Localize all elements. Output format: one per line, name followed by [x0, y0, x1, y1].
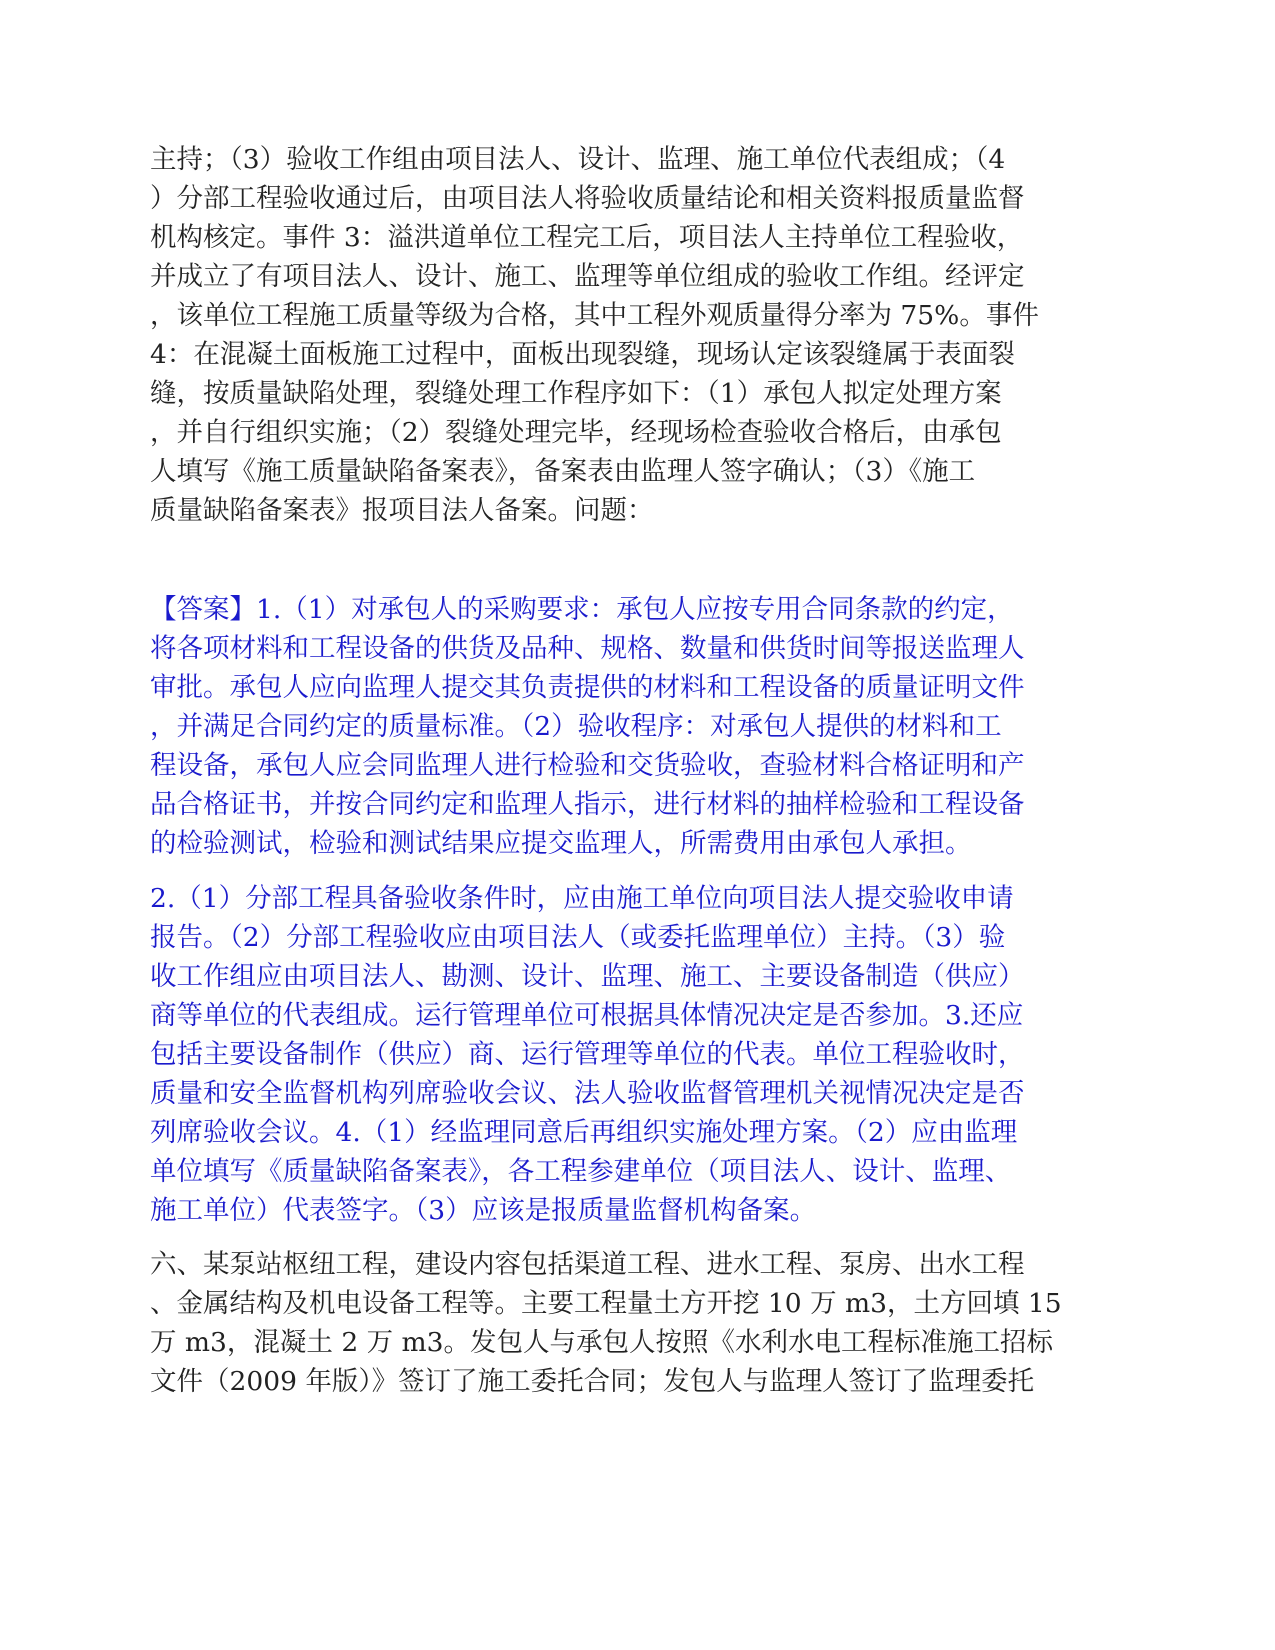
text-line: 万 m3，混凝土 2 万 m3。发包人与承包人按照《水利水电工程标准施工招标	[150, 1327, 1054, 1358]
answer-line: 包括主要设备制作（供应）商、运行管理等单位的代表。单位工程验收时，	[150, 1039, 1025, 1070]
text-line: 质量缺陷备案表》报项目法人备案。问题：	[150, 495, 654, 526]
text-line: 机构核定。事件 3：溢洪道单位工程完工后，项目法人主持单位工程验收，	[150, 222, 1024, 253]
answer-line: 品合格证书，并按合同约定和监理人指示，进行材料的抽样检验和工程设备	[150, 789, 1025, 820]
answer-line: ，并满足合同约定的质量标准。（2）验收程序：对承包人提供的材料和工	[150, 711, 1002, 742]
text-line: 4：在混凝土面板施工过程中，面板出现裂缝，现场认定该裂缝属于表面裂	[150, 339, 1015, 370]
text-line: ）分部工程验收通过后，由项目法人将验收质量结论和相关资料报质量监督	[150, 183, 1025, 214]
answer-line: 列席验收会议。4.（1）经监理同意后再组织实施处理方案。（2）应由监理	[150, 1117, 1018, 1148]
text-line: ，并自行组织实施；（2）裂缝处理完毕，经现场检查验收合格后，由承包	[150, 417, 1002, 448]
text-line: 缝，按质量缺陷处理，裂缝处理工作程序如下：（1）承包人拟定处理方案	[150, 378, 1002, 409]
answer-line: 质量和安全监督机构列席验收会议、法人验收监督管理机关视情况决定是否	[150, 1078, 1025, 1109]
answer-line: 2.（1）分部工程具备验收条件时，应由施工单位向项目法人提交验收申请	[150, 883, 1014, 914]
answer-line: 程设备，承包人应会同监理人进行检验和交货验收，查验材料合格证明和产	[150, 750, 1025, 781]
answer-line: 单位填写《质量缺陷备案表》，各工程参建单位（项目法人、设计、监理、	[150, 1156, 1012, 1187]
answer-line: 【答案】1.（1）对承包人的采购要求：承包人应按专用合同条款的约定，	[150, 594, 1014, 625]
text-line: ，该单位工程施工质量等级为合格，其中工程外观质量得分率为 75%。事件	[150, 300, 1039, 331]
answer-line: 将各项材料和工程设备的供货及品种、规格、数量和供货时间等报送监理人	[150, 633, 1025, 664]
text-line: 、金属结构及机电设备工程等。主要工程量土方开挖 10 万 m3，土方回填 15	[150, 1288, 1062, 1319]
text-line: 主持；（3）验收工作组由项目法人、设计、监理、施工单位代表组成；（4	[150, 144, 1006, 175]
answer-line: 施工单位）代表签字。（3）应该是报质量监督机构备案。	[150, 1195, 817, 1226]
answer-line: 报告。（2）分部工程验收应由项目法人（或委托监理单位）主持。（3）验	[150, 922, 1006, 953]
answer-line: 的检验测试，检验和测试结果应提交监理人，所需费用由承包人承担。	[150, 828, 972, 859]
text-line: 并成立了有项目法人、设计、施工、监理等单位组成的验收工作组。经评定	[150, 261, 1025, 292]
text-line: 文件（2009 年版）》签订了施工委托合同；发包人与监理人签订了监理委托	[150, 1366, 1035, 1397]
answer-line: 商等单位的代表组成。运行管理单位可根据具体情况决定是否参加。3.还应	[150, 1000, 1024, 1031]
answer-line: 收工作组应由项目法人、勘测、设计、监理、施工、主要设备制造（供应）	[150, 961, 1025, 992]
answer-line: 审批。承包人应向监理人提交其负责提供的材料和工程设备的质量证明文件	[150, 672, 1025, 703]
text-line: 人填写《施工质量缺陷备案表》，备案表由监理人签字确认；（3）《施工	[150, 456, 976, 487]
text-line: 六、某泵站枢纽工程，建设内容包括渠道工程、进水工程、泵房、出水工程	[150, 1249, 1025, 1280]
